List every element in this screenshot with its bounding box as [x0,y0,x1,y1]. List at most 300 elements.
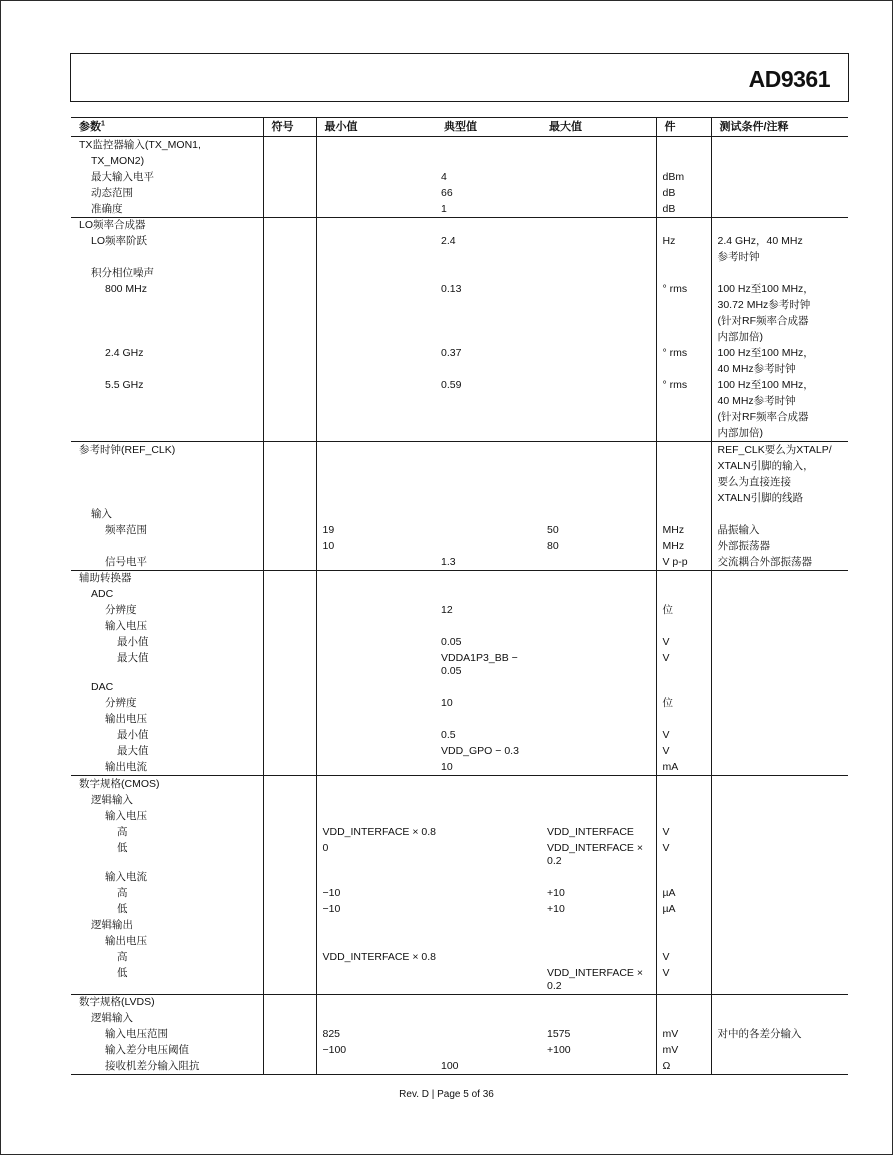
cell-symbol [263,137,316,154]
cell-note: REF_CLK要么为XTALP/ [711,442,848,459]
cell-symbol [263,744,316,760]
table-row [71,201,848,217]
cell-parameter: 数字规格(CMOS) [79,777,160,790]
table-row [71,949,848,965]
cell-parameter [71,314,263,330]
cell-max [541,410,656,426]
cell-symbol [263,587,316,603]
cell-note [711,869,848,885]
table-row [71,266,848,282]
cell-note: (针对RF频率合成器 [711,410,848,426]
cell-max [541,426,656,442]
cell-symbol [263,234,316,250]
cell-typ [436,330,541,346]
table-row [71,760,848,776]
cell-symbol [263,169,316,185]
cell-typ: 12 [441,604,453,616]
cell-symbol [263,330,316,346]
cell-unit [656,394,711,410]
cell-typ [436,506,541,522]
cell-note [711,603,848,619]
cell-max [541,314,656,330]
cell-parameter: 逻辑输入 [91,1012,133,1024]
cell-note: 交流耦合外部振荡器 [711,554,848,570]
cell-min [316,394,436,410]
cell-symbol [263,792,316,808]
cell-typ: VDD_GPO − 0.3 [441,745,519,757]
table-row [71,169,848,185]
cell-unit [656,490,711,506]
cell-parameter [71,538,263,554]
cell-min [316,506,436,522]
cell-min [316,266,436,282]
cell-typ [436,949,541,965]
cell-note [711,917,848,933]
cell-symbol [263,619,316,635]
cell-typ [436,824,541,840]
cell-parameter: 低 [117,841,128,854]
col-header-min: 最小值 [316,118,436,137]
cell-unit [656,506,711,522]
table-row [71,330,848,346]
cell-note [711,744,848,760]
cell-max [541,330,656,346]
cell-note: 内部加倍) [711,330,848,346]
cell-note: 对中的各差分输入 [711,1027,848,1043]
col-header-symbol: 符号 [263,118,316,137]
table-row [71,538,848,554]
cell-typ [436,885,541,901]
table-row [71,426,848,442]
cell-symbol [263,651,316,680]
cell-typ [436,901,541,917]
cell-unit [656,808,711,824]
cell-note [711,570,848,587]
table-row [71,728,848,744]
cell-max [541,378,656,394]
cell-parameter [71,490,263,506]
table-row [71,442,848,459]
cell-typ [436,792,541,808]
table-row [71,965,848,994]
page-footer: Rev. D | Page 5 of 36 [399,1089,494,1100]
cell-min [316,185,436,201]
cell-typ [436,840,541,869]
table-row [71,619,848,635]
cell-min [316,314,436,330]
cell-note [711,901,848,917]
cell-note [711,1011,848,1027]
cell-symbol [263,506,316,522]
table-row [71,651,848,680]
cell-unit: µA [656,901,711,917]
cell-unit [656,680,711,696]
cell-typ [436,474,541,490]
cell-min [316,603,436,619]
cell-parameter: 接收机差分输入阻抗 [71,1059,263,1075]
cell-max [541,153,656,169]
cell-symbol [263,1027,316,1043]
cell-max [541,869,656,885]
cell-typ [436,808,541,824]
cell-max [541,619,656,635]
cell-unit [656,410,711,426]
cell-min [316,587,436,603]
cell-typ: 1 [436,201,541,217]
cell-note [711,587,848,603]
cell-min [316,760,436,776]
cell-unit: mV [656,1027,711,1043]
cell-parameter: TX_MON2) [91,154,145,167]
cell-typ [436,869,541,885]
cell-note [711,840,848,869]
cell-typ [436,538,541,554]
cell-unit [656,933,711,949]
cell-min [316,250,436,266]
cell-parameter: 高 [117,886,128,899]
cell-typ: 0.5 [441,729,456,741]
cell-parameter [71,250,263,266]
cell-min: −100 [316,1043,436,1059]
cell-parameter: 最大值 [117,652,149,664]
cell-unit [656,776,711,793]
cell-unit [656,474,711,490]
cell-typ: 0.05 [441,636,462,648]
table-header-row [71,118,848,137]
cell-parameter [71,410,263,426]
cell-symbol [263,728,316,744]
cell-unit [656,869,711,885]
cell-min [316,917,436,933]
cell-min: VDD_INTERFACE × 0.8 [316,949,436,965]
cell-parameter: 动态范围 [91,186,133,199]
cell-max: VDD_INTERFACE × 0.2 [541,965,656,994]
cell-symbol [263,712,316,728]
cell-parameter: 输入电压 [105,620,147,632]
table-row [71,570,848,587]
cell-parameter: 输入差分电压阈值 [105,1044,189,1056]
cell-min [316,217,436,234]
cell-max [541,394,656,410]
cell-unit [656,153,711,169]
col-header-unit: 件 [656,118,711,137]
cell-note [711,680,848,696]
cell-parameter [71,458,263,474]
cell-max [541,442,656,459]
cell-max [541,587,656,603]
cell-typ [436,587,541,603]
cell-parameter: 2.4 GHz [105,347,144,359]
cell-max [541,776,656,793]
table-row [71,234,848,250]
cell-parameter: 最小值 [117,729,149,741]
table-row [71,917,848,933]
cell-min [316,298,436,314]
cell-parameter: DAC [91,681,114,693]
cell-typ [436,410,541,426]
cell-parameter: 逻辑输入 [91,793,133,806]
cell-min [316,680,436,696]
cell-max [541,346,656,362]
cell-symbol [263,217,316,234]
cell-max [541,266,656,282]
cell-unit [656,137,711,154]
cell-max [541,298,656,314]
table-row [71,185,848,201]
cell-symbol [263,201,316,217]
cell-symbol [263,760,316,776]
cell-max [541,603,656,619]
table-row [71,282,848,298]
table-row [71,696,848,712]
cell-unit: dBm [656,169,711,185]
cell-typ [436,426,541,442]
cell-unit [656,298,711,314]
table-row [71,1011,848,1027]
cell-min [316,651,436,680]
cell-max [541,651,656,680]
cell-max [541,490,656,506]
cell-parameter [71,474,263,490]
cell-note: 100 Hz至100 MHz， [711,346,848,362]
cell-unit: V [656,824,711,840]
cell-max [541,185,656,201]
cell-typ [436,394,541,410]
cell-unit: dB [656,185,711,201]
cell-note [711,651,848,680]
cell-symbol [263,570,316,587]
cell-symbol [263,603,316,619]
table-row [71,314,848,330]
cell-symbol [263,378,316,394]
cell-parameter: 最大值 [117,745,149,757]
cell-typ [436,1027,541,1043]
cell-parameter: 准确度 [71,201,263,217]
cell-symbol [263,949,316,965]
cell-typ: 0.13 [441,283,462,295]
cell-unit: 位 [656,603,711,619]
cell-parameter: 输入电压范围 [105,1028,168,1040]
cell-note [711,994,848,1011]
cell-note [711,201,848,217]
table-row [71,378,848,394]
cell-min [316,869,436,885]
cell-symbol [263,917,316,933]
cell-max: +100 [547,1044,571,1056]
cell-parameter: 频率范围 [105,523,147,536]
cell-note [711,808,848,824]
cell-unit: Hz [656,234,711,250]
cell-note [711,169,848,185]
cell-min [316,728,436,744]
cell-min [316,712,436,728]
cell-max [541,744,656,760]
cell-typ [436,522,541,538]
cell-note [711,1059,848,1075]
table-row [71,490,848,506]
cell-parameter: 800 MHz [105,283,148,295]
cell-min [316,458,436,474]
cell-note [711,776,848,793]
table-row [71,776,848,793]
cell-symbol [263,965,316,994]
cell-typ: 66 [441,186,453,199]
cell-typ: 10 [436,760,541,776]
cell-parameter: TX监控器输入(TX_MON1, [79,138,201,151]
cell-symbol [263,442,316,459]
cell-typ: 2.4 [441,235,456,247]
cell-symbol [263,1059,316,1075]
cell-note: 100 Hz至100 MHz， [711,282,848,298]
cell-min [316,282,436,298]
cell-note [711,696,848,712]
cell-note: 2.4 GHz，40 MHz [711,234,848,250]
cell-parameter: 辅助转换器 [79,572,132,584]
cell-symbol [263,153,316,169]
table-row [71,153,848,169]
cell-typ [436,619,541,635]
cell-typ [436,250,541,266]
cell-parameter: 逻辑输出 [91,918,133,931]
cell-max [541,808,656,824]
cell-unit: Ω [656,1059,711,1075]
cell-note [711,619,848,635]
cell-min [316,362,436,378]
cell-symbol [263,522,316,538]
cell-typ [436,217,541,234]
cell-symbol [263,282,316,298]
cell-typ [436,680,541,696]
cell-max [541,712,656,728]
table-row [71,1027,848,1043]
cell-note: 外部振荡器 [711,538,848,554]
cell-max [541,994,656,1011]
cell-unit [656,314,711,330]
cell-max [541,792,656,808]
cell-symbol [263,869,316,885]
cell-parameter: 输出电流 [71,760,263,776]
cell-typ [436,570,541,587]
cell-parameter: 参考时钟(REF_CLK) [79,443,176,456]
table-row [71,635,848,651]
cell-max [541,458,656,474]
table-row [71,1059,848,1075]
cell-min [316,570,436,587]
cell-typ [436,712,541,728]
cell-parameter: 5.5 GHz [105,379,144,391]
cell-typ: 10 [441,697,453,709]
cell-max: +10 [547,886,565,899]
cell-unit [656,217,711,234]
cell-symbol [263,824,316,840]
cell-min [316,696,436,712]
cell-typ [436,314,541,330]
cell-note: XTALN引脚的输入， [711,458,848,474]
cell-unit [656,266,711,282]
cell-typ: 1.3 [436,554,541,570]
cell-min [316,169,436,185]
cell-symbol [263,410,316,426]
cell-unit [656,362,711,378]
cell-unit: dB [656,201,711,217]
cell-max [541,760,656,776]
cell-max [541,217,656,234]
cell-typ [436,1011,541,1027]
cell-min [316,153,436,169]
cell-min [316,792,436,808]
cell-unit [656,1011,711,1027]
cell-min [316,635,436,651]
table-row [71,410,848,426]
cell-note [711,728,848,744]
cell-max [541,250,656,266]
cell-unit: µA [656,885,711,901]
cell-min: −10 [316,885,436,901]
cell-min [316,442,436,459]
cell-parameter: LO频率阶跃 [91,235,148,247]
cell-note [711,949,848,965]
cell-max [541,554,656,570]
cell-max [541,282,656,298]
cell-typ: VDDA1P3_BB − 0.05 [441,652,518,677]
cell-min [316,426,436,442]
cell-symbol [263,490,316,506]
cell-max [541,362,656,378]
cell-max [541,728,656,744]
cell-parameter: LO频率合成器 [79,219,146,231]
cell-symbol [263,635,316,651]
cell-parameter: 输出电压 [105,934,147,947]
cell-note [711,635,848,651]
cell-note: 100 Hz至100 MHz， [711,378,848,394]
cell-min [316,346,436,362]
cell-symbol [263,933,316,949]
col-header-max: 最大值 [541,118,656,137]
col-header-param: 参数$^1$ [71,118,263,137]
cell-max [541,169,656,185]
cell-min [316,474,436,490]
cell-max: VDD_INTERFACE [547,825,634,838]
cell-unit: V [656,840,711,869]
cell-unit [656,917,711,933]
cell-symbol [263,776,316,793]
cell-typ: 0.59 [441,379,462,391]
col-header-note: 测试条件/注释 [711,118,848,137]
cell-unit [656,442,711,459]
cell-parameter: 最小值 [117,636,149,648]
cell-min: 825 [316,1027,436,1043]
cell-symbol [263,314,316,330]
cell-note: 晶振输入 [711,522,848,538]
cell-note: (针对RF频率合成器 [711,314,848,330]
cell-max [541,933,656,949]
table-row [71,1043,848,1059]
table-row [71,901,848,917]
table-row [71,250,848,266]
cell-min [316,410,436,426]
cell-min: −10 [316,901,436,917]
cell-unit [656,570,711,587]
cell-max [541,917,656,933]
cell-unit: 位 [656,696,711,712]
cell-parameter: 低 [71,965,263,994]
cell-min [316,554,436,570]
cell-max [541,201,656,217]
cell-max [541,570,656,587]
cell-note [711,792,848,808]
table-row [71,522,848,538]
cell-typ [436,917,541,933]
